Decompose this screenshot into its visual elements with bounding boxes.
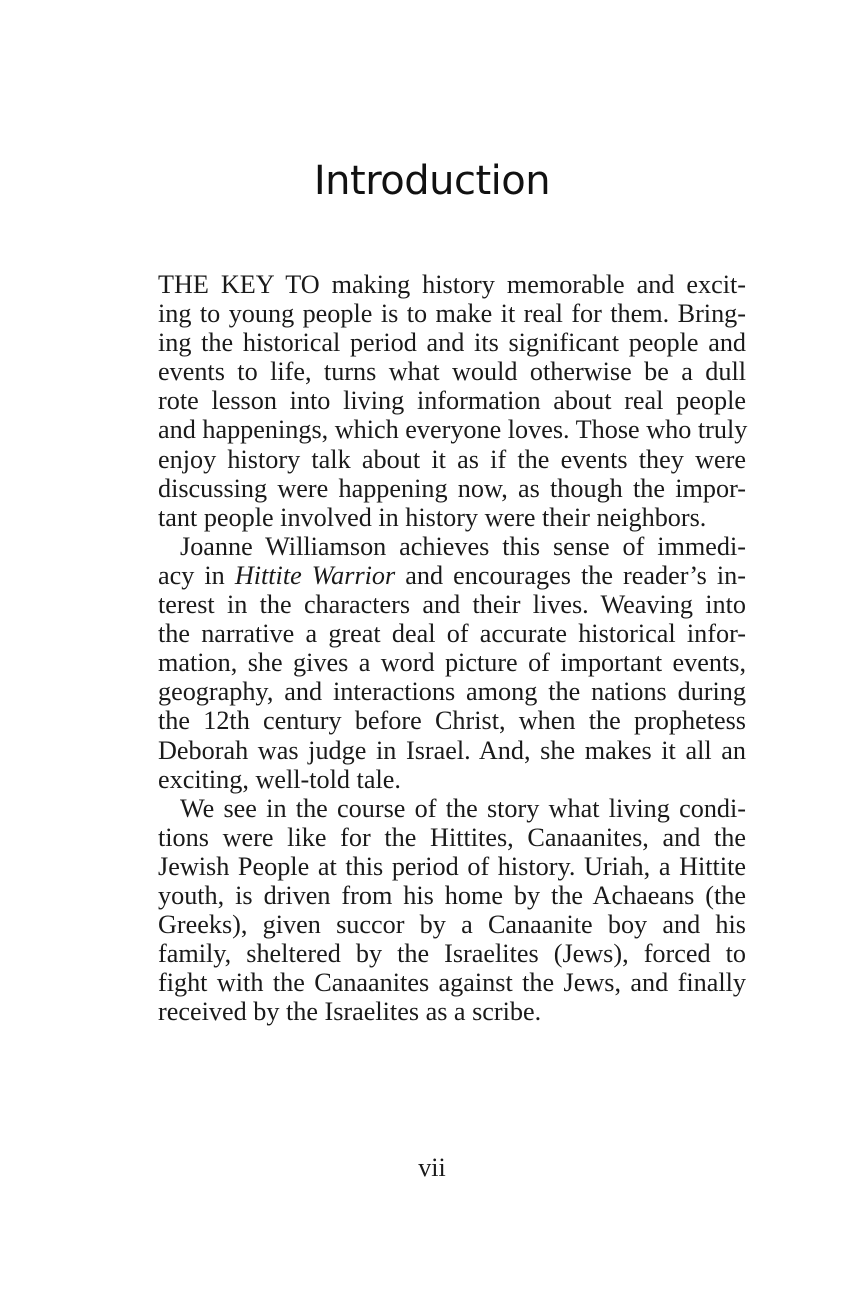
text-line: enjoy history talk about it as if the events they were xyxy=(158,444,746,474)
text-fragment: acy in xyxy=(158,560,235,590)
text-line: tions were like for the Hittites, Canaanites, and the xyxy=(158,822,746,852)
page-number: vii xyxy=(418,1153,446,1182)
chapter-title: Introduction xyxy=(313,158,551,204)
book-title-italic: Hittite Warrior xyxy=(234,560,396,590)
text-line: Jewish People at this period of history. Uriah, a Hittite xyxy=(158,851,746,881)
text-line: terest in the characters and their lives. Weaving into xyxy=(158,590,746,620)
text-line: THE KEY TO making history memorable and excit- xyxy=(158,270,746,299)
text-line: fight with the Canaanites against the Jews, and finally xyxy=(158,968,746,998)
text-line: events to life, turns what would otherwise be a dull xyxy=(158,357,746,387)
text-line: the 12th century before Christ, when the prophetess xyxy=(158,706,746,736)
text-line: Joanne Williamson achieves this sense of immedi- xyxy=(180,531,746,561)
text-line: youth, is driven from his home by the Achaeans (the xyxy=(158,880,746,910)
text-line: mation, she gives a word picture of important events, xyxy=(158,648,746,678)
text-line: and happenings, which everyone loves. Those who truly xyxy=(158,415,748,445)
text-line: We see in the course of the story what living condi- xyxy=(180,793,746,823)
paragraph-3 xyxy=(158,794,746,1027)
text-line: rote lesson into living information about real people xyxy=(158,386,746,416)
text-line: tant people involved in history were their neighbors. xyxy=(158,502,707,532)
text-line xyxy=(158,561,746,590)
text-line: ing the historical period and its significant people and xyxy=(158,328,746,358)
paragraph-2 xyxy=(158,532,746,794)
text-line: exciting, well-told tale. xyxy=(158,764,401,794)
text-line: the narrative a great deal of accurate historical infor- xyxy=(158,619,746,649)
text-line: received by the Israelites as a scribe. xyxy=(158,997,542,1027)
body-text xyxy=(158,270,746,1026)
text-line: Deborah was judge in Israel. And, she makes it all an xyxy=(158,735,746,765)
text-line: ing to young people is to make it real for them. Bring- xyxy=(158,299,746,329)
text-line: discussing were happening now, as though the impor- xyxy=(158,473,746,503)
text-line: Greeks), given succor by a Canaanite boy and his xyxy=(158,910,746,940)
paragraph-1 xyxy=(158,270,746,532)
text-line: geography, and interactions among the nations during xyxy=(158,677,746,707)
text-fragment: and encourages the reader’s in- xyxy=(395,560,746,590)
text-line: family, sheltered by the Israelites (Jews), forced to xyxy=(158,939,746,969)
